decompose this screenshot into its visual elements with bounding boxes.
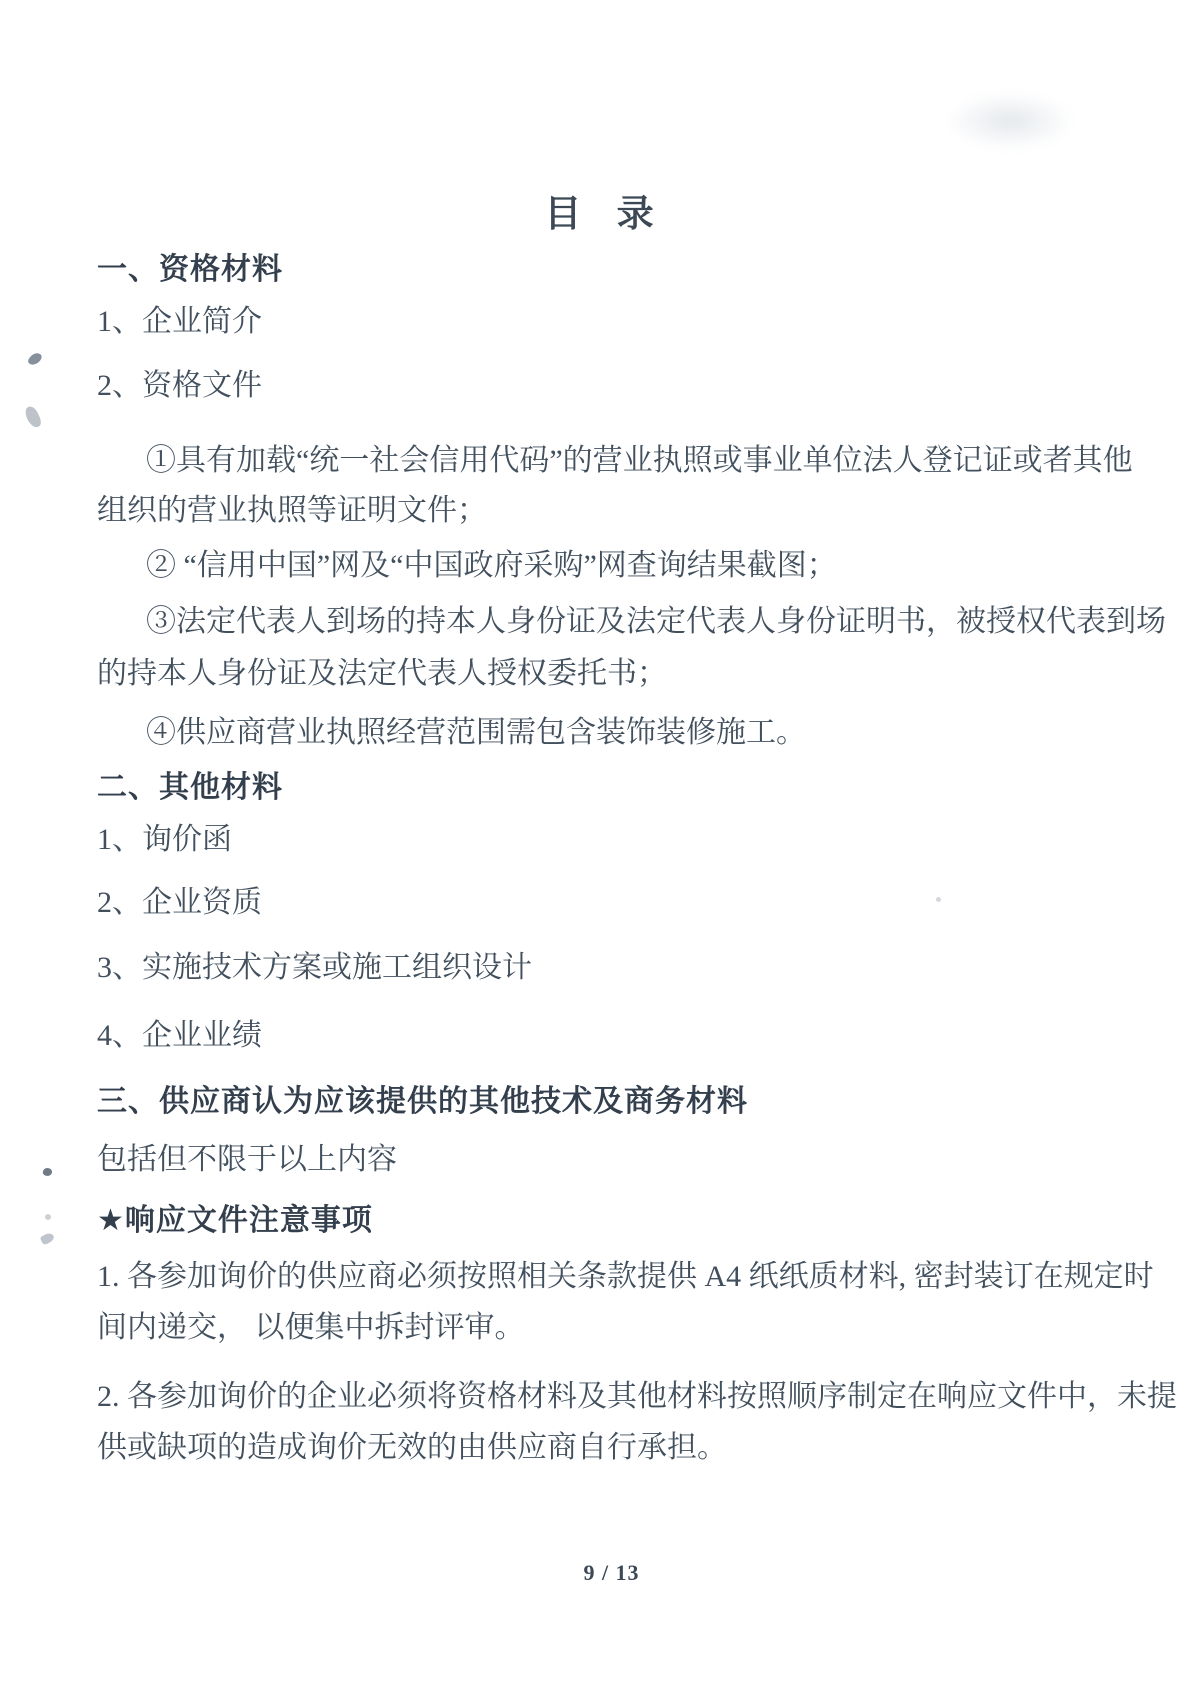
scan-smudge	[945, 92, 1075, 150]
ink-speck	[40, 1231, 56, 1245]
section2-item: 1、询价函	[97, 823, 232, 856]
ink-speck	[27, 350, 43, 367]
notice-heading: ★响应文件注意事项	[97, 1204, 373, 1237]
page-number: 9 / 13	[583, 1560, 640, 1585]
section1-item: 1、企业简介	[97, 305, 262, 338]
section2-item: 4、企业业绩	[97, 1019, 262, 1052]
section1-note-line: ④供应商营业执照经营范围需包含装饰装修施工。	[146, 716, 806, 749]
section2-heading: 二、其他材料	[97, 771, 283, 804]
notice-line: 2. 各参加询价的企业必须将资格材料及其他材料按照顺序制定在响应文件中，未提	[97, 1380, 1177, 1413]
section1-note-line: ② “信用中国”网及“中国政府采购”网查询结果截图；	[146, 549, 837, 582]
section1-note-line: 的持本人身份证及法定代表人授权委托书；	[97, 657, 667, 690]
section3-heading: 三、供应商认为应该提供的其他技术及商务材料	[97, 1085, 748, 1118]
notice-line: 间内递交， 以便集中拆封评审。	[97, 1311, 525, 1344]
section1-note-line: 组织的营业执照等证明文件；	[97, 494, 487, 527]
notice-line: 供或缺项的造成询价无效的由供应商自行承担。	[97, 1431, 727, 1464]
ink-speck	[936, 897, 941, 902]
section1-item: 2、资格文件	[97, 369, 262, 402]
section3-note: 包括但不限于以上内容	[97, 1143, 397, 1176]
section1-heading: 一、资格材料	[97, 253, 283, 286]
section2-item: 3、实施技术方案或施工组织设计	[97, 951, 532, 984]
ink-speck	[23, 405, 43, 430]
section1-note-line: ①具有加载“统一社会信用代码”的营业执照或事业单位法人登记证或者其他	[146, 444, 1133, 477]
section2-item: 2、企业资质	[97, 886, 262, 919]
ink-speck	[45, 1214, 51, 1220]
notice-line: 1. 各参加询价的供应商必须按照相关条款提供 A4 纸纸质材料, 密封装订在规定时	[97, 1260, 1154, 1293]
section1-note-line: ③法定代表人到场的持本人身份证及法定代表人身份证明书，被授权代表到场	[146, 605, 1166, 638]
ink-speck	[42, 1167, 53, 1177]
page-title: 目 录	[544, 194, 667, 235]
